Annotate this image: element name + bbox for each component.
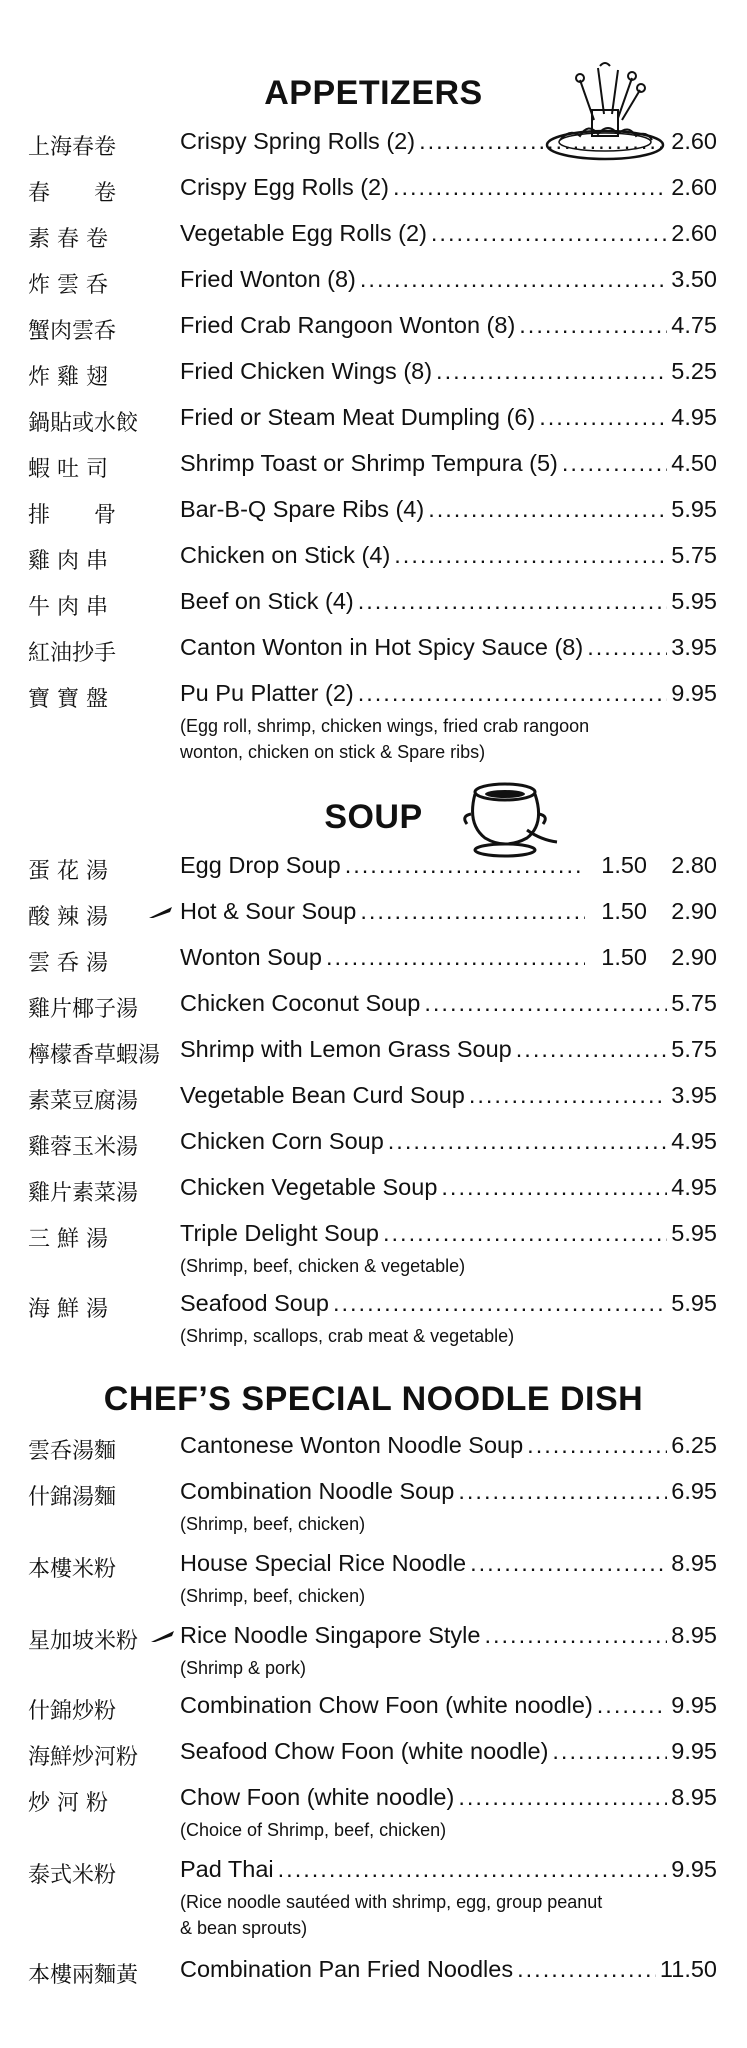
soup-heading: SOUP bbox=[324, 798, 423, 836]
item-chinese-name: 本樓米粉 bbox=[28, 1557, 117, 1582]
item-english-name: Pad Thai bbox=[180, 1856, 274, 1882]
item-line bbox=[180, 1856, 717, 1883]
item-line bbox=[180, 1036, 717, 1063]
item-price-small: 1.50 bbox=[601, 898, 647, 924]
item-chinese-name: 排 骨 bbox=[28, 503, 117, 528]
menu-item bbox=[0, 898, 747, 944]
item-price-large: 2.80 bbox=[671, 852, 717, 878]
item-chinese-name: 炸 雞 翅 bbox=[28, 365, 108, 390]
item-chinese-name: 炸 雲 呑 bbox=[28, 273, 108, 298]
item-english-name: Chow Foon (white noodle) bbox=[180, 1784, 455, 1810]
item-price: 11.50 bbox=[659, 1956, 717, 1982]
item-line bbox=[180, 1220, 717, 1247]
item-line bbox=[180, 1784, 717, 1811]
item-price: 2.60 bbox=[671, 174, 717, 200]
item-price-small: 1.50 bbox=[601, 944, 647, 970]
item-english-name: Cantonese Wonton Noodle Soup bbox=[180, 1432, 524, 1458]
item-price: 5.95 bbox=[671, 588, 717, 614]
menu-item bbox=[0, 634, 747, 680]
dot-leader bbox=[424, 990, 667, 1017]
item-description: & bean sprouts) bbox=[180, 1918, 308, 1938]
item-price: 5.75 bbox=[671, 542, 717, 568]
item-chinese-name: 雞片椰子湯 bbox=[28, 997, 139, 1022]
dot-leader bbox=[519, 312, 667, 339]
menu-item bbox=[0, 1082, 747, 1128]
item-english-name: Bar-B-Q Spare Ribs (4) bbox=[180, 496, 425, 522]
item-english-name: Chicken Coconut Soup bbox=[180, 990, 421, 1016]
item-price: 8.95 bbox=[671, 1784, 717, 1810]
item-line bbox=[180, 1738, 717, 1765]
item-english-name: Beef on Stick (4) bbox=[180, 588, 354, 614]
item-price: 8.95 bbox=[671, 1550, 717, 1576]
item-line bbox=[180, 1290, 717, 1317]
item-description: (Shrimp, beef, chicken) bbox=[180, 1586, 366, 1606]
item-description: (Rice noodle sautéed with shrimp, egg, group peanut bbox=[180, 1892, 603, 1912]
dot-leader bbox=[358, 680, 668, 707]
menu-item bbox=[0, 1478, 747, 1524]
menu-item bbox=[0, 496, 747, 542]
item-price: 2.60 bbox=[671, 128, 717, 154]
item-chinese-name: 蛋 花 湯 bbox=[28, 859, 108, 884]
item-description: wonton, chicken on stick & Spare ribs) bbox=[180, 742, 486, 762]
item-description: (Choice of Shrimp, beef, chicken) bbox=[180, 1820, 447, 1840]
menu-item bbox=[0, 1622, 747, 1668]
menu-item bbox=[0, 358, 747, 404]
item-line bbox=[180, 898, 717, 925]
item-price: 9.95 bbox=[671, 1738, 717, 1764]
menu-item bbox=[0, 852, 747, 898]
dot-leader bbox=[345, 852, 585, 879]
item-chinese-name: 雞 肉 串 bbox=[28, 549, 108, 574]
item-price: 5.95 bbox=[671, 496, 717, 522]
dot-leader bbox=[431, 220, 667, 247]
item-line bbox=[180, 404, 717, 431]
item-line bbox=[180, 1128, 717, 1155]
item-chinese-name: 星加坡米粉 bbox=[28, 1629, 139, 1654]
menu-item bbox=[0, 1128, 747, 1174]
dot-leader bbox=[419, 128, 667, 155]
item-description: (Shrimp, scallops, crab meat & vegetable) bbox=[180, 1326, 515, 1346]
item-line bbox=[180, 634, 717, 661]
item-english-name: Hot & Sour Soup bbox=[180, 898, 357, 924]
item-price-large: 2.90 bbox=[671, 944, 717, 970]
item-english-name: Chicken Vegetable Soup bbox=[180, 1174, 438, 1200]
menu-item bbox=[0, 266, 747, 312]
item-price: 4.95 bbox=[671, 1128, 717, 1154]
item-chinese-name: 海 鮮 湯 bbox=[28, 1297, 108, 1322]
item-price: 3.95 bbox=[671, 634, 717, 660]
dot-leader bbox=[326, 944, 585, 971]
menu-item bbox=[0, 220, 747, 266]
item-line bbox=[180, 266, 717, 293]
dot-leader bbox=[436, 358, 667, 385]
dot-leader bbox=[458, 1478, 667, 1505]
appetizers-heading: APPETIZERS bbox=[264, 74, 483, 112]
item-price: 2.60 bbox=[671, 220, 717, 246]
item-price: 4.50 bbox=[671, 450, 717, 476]
item-price: 6.25 bbox=[671, 1432, 717, 1458]
item-english-name: Chicken on Stick (4) bbox=[180, 542, 391, 568]
item-english-name: Crispy Egg Rolls (2) bbox=[180, 174, 389, 200]
item-chinese-name: 雲呑湯麵 bbox=[28, 1439, 117, 1464]
item-chinese-name: 蝦 吐 司 bbox=[28, 457, 108, 482]
item-chinese-name: 本樓兩麵黃 bbox=[28, 1963, 139, 1988]
item-english-name: Egg Drop Soup bbox=[180, 852, 341, 878]
item-chinese-name: 三 鮮 湯 bbox=[28, 1227, 108, 1252]
hot-spicy-icon bbox=[150, 1628, 176, 1649]
item-english-name: Combination Noodle Soup bbox=[180, 1478, 455, 1504]
item-english-name: Pu Pu Platter (2) bbox=[180, 680, 354, 706]
item-english-name: Combination Pan Fried Noodles bbox=[180, 1956, 514, 1982]
dot-leader bbox=[562, 450, 667, 477]
item-line bbox=[180, 1082, 717, 1109]
item-english-name: Vegetable Bean Curd Soup bbox=[180, 1082, 465, 1108]
item-description: (Shrimp & pork) bbox=[180, 1658, 307, 1678]
item-price: 3.50 bbox=[671, 266, 717, 292]
menu-item bbox=[0, 1550, 747, 1596]
menu-item bbox=[0, 1174, 747, 1220]
item-line bbox=[180, 312, 717, 339]
item-english-name: Seafood Chow Foon (white noodle) bbox=[180, 1738, 549, 1764]
dot-leader bbox=[394, 542, 667, 569]
dot-leader bbox=[469, 1082, 667, 1109]
item-chinese-name: 春 卷 bbox=[28, 181, 117, 206]
item-price: 9.95 bbox=[671, 680, 717, 706]
menu-item bbox=[0, 1432, 747, 1478]
item-price: 4.95 bbox=[671, 1174, 717, 1200]
item-english-name: House Special Rice Noodle bbox=[180, 1550, 467, 1576]
item-chinese-name: 牛 肉 串 bbox=[28, 595, 108, 620]
item-english-name: Shrimp Toast or Shrimp Tempura (5) bbox=[180, 450, 558, 476]
hot-spicy-icon bbox=[148, 904, 174, 925]
menu-item bbox=[0, 1956, 747, 2002]
item-price: 4.75 bbox=[671, 312, 717, 338]
item-english-name: Combination Chow Foon (white noodle) bbox=[180, 1692, 593, 1718]
dot-leader bbox=[441, 1174, 667, 1201]
item-chinese-name: 炒 河 粉 bbox=[28, 1791, 108, 1816]
item-chinese-name: 海鮮炒河粉 bbox=[28, 1745, 139, 1770]
item-chinese-name: 泰式米粉 bbox=[28, 1863, 117, 1888]
dot-leader bbox=[360, 266, 667, 293]
item-description: (Egg roll, shrimp, chicken wings, fried crab rangoon bbox=[180, 716, 590, 736]
menu-item bbox=[0, 542, 747, 588]
item-price: 5.95 bbox=[671, 1290, 717, 1316]
dot-leader bbox=[428, 496, 667, 523]
item-price: 6.95 bbox=[671, 1478, 717, 1504]
dot-leader bbox=[552, 1738, 667, 1765]
item-chinese-name: 雞片素菜湯 bbox=[28, 1181, 139, 1206]
item-description: (Shrimp, beef, chicken & vegetable) bbox=[180, 1256, 466, 1276]
item-english-name: Rice Noodle Singapore Style bbox=[180, 1622, 481, 1648]
menu-item bbox=[0, 990, 747, 1036]
item-english-name: Chicken Corn Soup bbox=[180, 1128, 384, 1154]
dot-leader bbox=[597, 1692, 667, 1719]
item-line bbox=[180, 1956, 717, 1983]
item-chinese-name: 寶 寶 盤 bbox=[28, 687, 108, 712]
item-line bbox=[180, 128, 717, 155]
menu-item bbox=[0, 1692, 747, 1738]
item-line bbox=[180, 1692, 717, 1719]
dot-leader bbox=[358, 588, 668, 615]
dot-leader bbox=[333, 1290, 667, 1317]
soup-bowl-icon bbox=[455, 770, 565, 865]
item-english-name: Fried Wonton (8) bbox=[180, 266, 356, 292]
item-line bbox=[180, 1478, 717, 1505]
menu-item bbox=[0, 450, 747, 496]
item-chinese-name: 素 春 卷 bbox=[28, 227, 108, 252]
item-price: 5.75 bbox=[671, 990, 717, 1016]
item-price: 9.95 bbox=[671, 1692, 717, 1718]
dot-leader bbox=[458, 1784, 667, 1811]
item-line bbox=[180, 852, 717, 879]
item-price-small: 1.50 bbox=[601, 852, 647, 878]
dot-leader bbox=[278, 1856, 668, 1883]
item-line bbox=[180, 1174, 717, 1201]
item-chinese-name: 雞蓉玉米湯 bbox=[28, 1135, 139, 1160]
dot-leader bbox=[383, 1220, 667, 1247]
dot-leader bbox=[360, 898, 585, 925]
item-price: 4.95 bbox=[671, 404, 717, 430]
item-price: 5.95 bbox=[671, 1220, 717, 1246]
item-chinese-name: 紅油抄手 bbox=[28, 641, 117, 666]
dot-leader bbox=[484, 1622, 667, 1649]
menu-item bbox=[0, 128, 747, 174]
item-price: 8.95 bbox=[671, 1622, 717, 1648]
item-price: 9.95 bbox=[671, 1856, 717, 1882]
item-english-name: Fried or Steam Meat Dumpling (6) bbox=[180, 404, 536, 430]
item-chinese-name: 什錦炒粉 bbox=[28, 1699, 117, 1724]
item-line bbox=[180, 680, 717, 707]
menu-item bbox=[0, 944, 747, 990]
item-chinese-name: 酸 辣 湯 bbox=[28, 905, 108, 930]
menu-item bbox=[0, 1036, 747, 1082]
item-chinese-name: 檸檬香草蝦湯 bbox=[28, 1043, 161, 1068]
item-chinese-name: 素菜豆腐湯 bbox=[28, 1089, 139, 1114]
item-english-name: Vegetable Egg Rolls (2) bbox=[180, 220, 427, 246]
item-line bbox=[180, 450, 717, 477]
dot-leader bbox=[516, 1036, 667, 1063]
menu-item bbox=[0, 404, 747, 450]
item-line bbox=[180, 358, 717, 385]
menu-item bbox=[0, 1738, 747, 1784]
item-line bbox=[180, 1550, 717, 1577]
item-english-name: Triple Delight Soup bbox=[180, 1220, 379, 1246]
item-line bbox=[180, 542, 717, 569]
menu-item bbox=[0, 588, 747, 634]
item-english-name: Crispy Spring Rolls (2) bbox=[180, 128, 416, 154]
item-line bbox=[180, 496, 717, 523]
item-line bbox=[180, 944, 717, 971]
menu-item bbox=[0, 312, 747, 358]
noodle-heading: CHEF’S SPECIAL NOODLE DISH bbox=[103, 1380, 644, 1418]
item-english-name: Seafood Soup bbox=[180, 1290, 329, 1316]
dot-leader bbox=[470, 1550, 667, 1577]
dot-leader bbox=[388, 1128, 667, 1155]
item-english-name: Wonton Soup bbox=[180, 944, 322, 970]
item-price: 5.25 bbox=[671, 358, 717, 384]
item-english-name: Fried Crab Rangoon Wonton (8) bbox=[180, 312, 516, 338]
dot-leader bbox=[527, 1432, 667, 1459]
item-chinese-name: 蟹肉雲呑 bbox=[28, 319, 117, 344]
item-chinese-name: 雲 呑 湯 bbox=[28, 951, 108, 976]
item-line bbox=[180, 990, 717, 1017]
item-line bbox=[180, 174, 717, 201]
dot-leader bbox=[393, 174, 667, 201]
item-english-name: Fried Chicken Wings (8) bbox=[180, 358, 433, 384]
item-price-large: 2.90 bbox=[671, 898, 717, 924]
item-line bbox=[180, 220, 717, 247]
item-line bbox=[180, 1622, 717, 1649]
item-line bbox=[180, 588, 717, 615]
item-english-name: Shrimp with Lemon Grass Soup bbox=[180, 1036, 512, 1062]
item-chinese-name: 上海春卷 bbox=[28, 135, 117, 160]
item-price: 5.75 bbox=[671, 1036, 717, 1062]
item-description: (Shrimp, beef, chicken) bbox=[180, 1514, 366, 1534]
dot-leader bbox=[587, 634, 667, 661]
item-price: 3.95 bbox=[671, 1082, 717, 1108]
item-chinese-name: 鍋貼或水餃 bbox=[28, 411, 139, 436]
item-chinese-name: 什錦湯麵 bbox=[28, 1485, 117, 1510]
item-english-name: Canton Wonton in Hot Spicy Sauce (8) bbox=[180, 634, 584, 660]
dot-leader bbox=[539, 404, 667, 431]
menu-item bbox=[0, 174, 747, 220]
item-line bbox=[180, 1432, 717, 1459]
dot-leader bbox=[517, 1956, 656, 1983]
